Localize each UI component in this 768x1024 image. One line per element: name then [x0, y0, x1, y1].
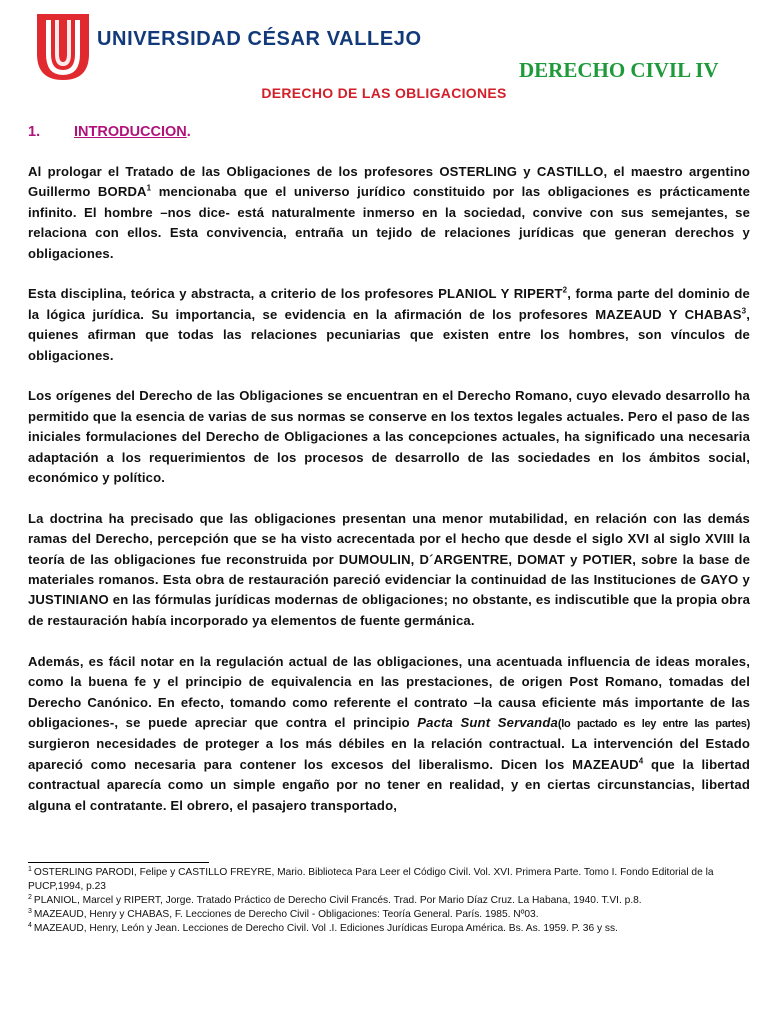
university-name: UNIVERSIDAD CÉSAR VALLEJO: [97, 28, 422, 50]
footnote-ref-4[interactable]: 4: [638, 756, 644, 766]
body-text: [28, 162, 750, 816]
footnote-4: $^4$ MAZEAUD, Henry, León y Jean. Lecciones de Derecho Civil. Vol .I. Ediciones Jurídicas Europa América. Bs. As. 1959. P. 36 y ss.: [28, 921, 618, 934]
paragraph-4: La doctrina ha precisado que las obligaciones presentan una menor mutabilidad, en relación con las demás ramas del Derecho, percepción que se ha visto acrecentada por el hecho que desde el siglo XVI al siglo XVIII la teoría de las obligaciones fue reconstruida por DUMOULIN, D´ARGENTRE, DOMAT y POTIER, sobre la base de materiales romanos. Esta obra de restauración pareció evidenciar la continuidad de las Instituciones de GAYO y JUSTINIANO en las fórmulas jurídicas modernas de obligaciones; no obstante, es indiscutible que la propia obra de restauración había incorporado ya elementos de fuente germánica.: [28, 510, 750, 628]
footnote-1: $^1$ OSTERLING PARODI, Felipe y CASTILLO FREYRE, Mario. Biblioteca Para Leer el Código Civil. Vol. XVI. Primera Parte. Tomo I. Fondo Editorial de la PUCP,1994, p.23: [28, 865, 714, 892]
footnote-2: $^2$ PLANIOL, Marcel y RIPERT, Jorge. Tratado Práctico de Derecho Civil Francés. Trad. Por Mario Díaz Cruz. La Habana, 1940. T.VI. p.8.: [28, 893, 642, 906]
paragraph-2: Esta disciplina, teórica y abstracta, a criterio de los profesores PLANIOL Y RIPERT$^2$, forma parte del dominio de la lógica jurídica. Su importancia, se evidencia en la afirmación de los profesores MAZEAUD Y CHABAS$^3$, quienes afirman que todas las relaciones pecuniarias que existen entre los hombres, son vínculos de obligaciones.: [28, 286, 750, 363]
footnote-ref-3[interactable]: 3: [741, 306, 747, 316]
footnote-divider: [28, 862, 209, 863]
latin-phrase: Pacta Sunt Servanda: [417, 714, 558, 730]
footnotes: [28, 866, 748, 936]
section-title: INTRODUCCION: [74, 124, 187, 140]
paragraph-3: Los orígenes del Derecho de las Obligaciones se encuentran en el Derecho Romano, cuyo elevado desarrollo ha permitido que la esencia de varias de sus normas se conserve en los textos legales actuales. Pero el paso de las iniciales formulaciones del Derecho de Obligaciones a las concepciones actuales, ha significado una necesaria adaptación a los requerimientos de los procesos de desarrollo de las sociedades en los ámbitos social, económico y político.: [28, 388, 750, 486]
footnote-ref-2[interactable]: 2: [562, 286, 568, 296]
section-number: 1.: [28, 124, 41, 140]
translation-note: (lo pactado es ley entre las partes): [557, 717, 750, 730]
footnote-ref-1[interactable]: 1: [146, 184, 152, 194]
section-heading: [28, 124, 191, 140]
document-title: DERECHO DE LAS OBLIGACIONES: [261, 85, 507, 101]
paragraph-5: Además, es fácil notar en la regulación actual de las obligaciones, una acentuada influencia de ideas morales, como la buena fe y el principio de equivalencia en las prestaciones, de origen Post Romano, tomadas del Derecho Canónico. En efecto, tomando como referente el contrato –la causa eficiente más importante de las obligaciones-, se puede apreciar que contra el principio Pacta Sunt Servanda(lo pactado es ley entre las partes) surgieron necesidades de proteger a los más débiles en la relación contractual. La intervención del Estado apareció como necesaria para contener los excesos del liberalismo. Dicen los MAZEAUD$^4$ que la libertad contractual aparecía como un simple engaño por no tener en realidad, y en ciertas circunstancias, libertad alguna el contratante. El obrero, el pasajero transportado,: [28, 653, 751, 813]
paragraph-1: Al prologar el Tratado de las Obligaciones de los profesores OSTERLING y CASTILLO, el maestro argentino Guillermo BORDA$^1$ mencionaba que el universo jurídico constituido por las obligaciones es prácticamente infinito. El hombre –nos dice- está naturalmente inmerso en la sociedad, convive con sus semejantes, se relaciona con ellos. Esta convivencia, entraña un tejido de relaciones jurídicas que generan derechos y obligaciones.: [28, 164, 751, 261]
course-title: DERECHO CIVIL IV: [519, 58, 719, 82]
university-logo-icon: [37, 14, 89, 80]
section-title-suffix: .: [186, 124, 191, 140]
footnote-3: $^3$ MAZEAUD, Henry y CHABAS, F. Lecciones de Derecho Civil - Obligaciones: Teoría General. París. 1985. Nº03.: [28, 907, 539, 920]
